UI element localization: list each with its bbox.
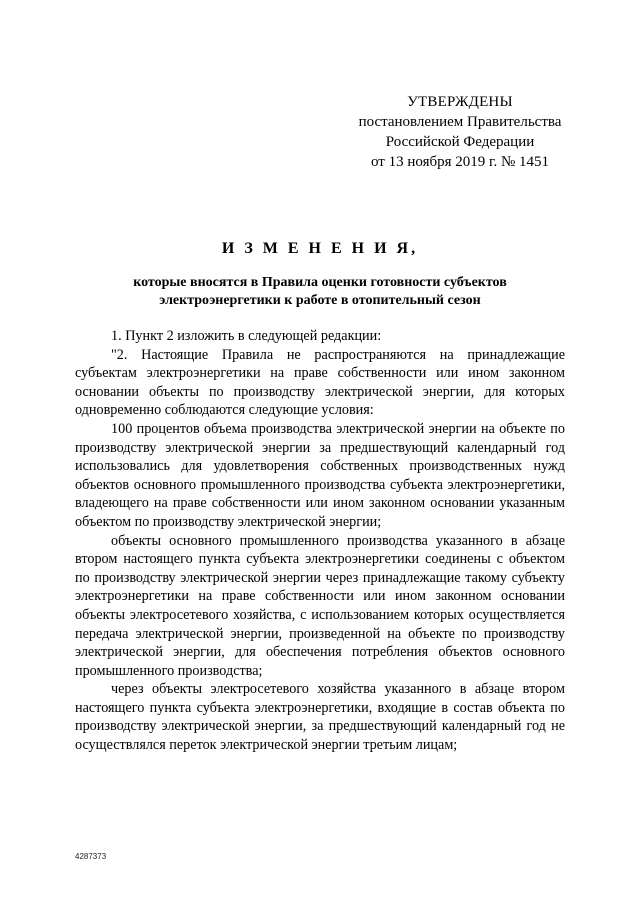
document-body — [75, 327, 565, 755]
approval-line-1: постановлением Правительства — [358, 114, 562, 130]
body-paragraph-3: 100 процентов объема производства электрической энергии на объекте по производству электрической энергии за предшествующий календарный год использовались для удовлетворения собственных производственных нужд объектов основного промышленного производства субъекта электроэнергетики, владеющего на праве собственности или ином законном основании указанным объектом по производству электрической энергии; — [75, 420, 565, 530]
heading-subtitle-line-1: которые вносятся в Правила оценки готовности субъектов — [133, 275, 507, 290]
approval-line-3: от 13 ноября 2019 г. № 1451 — [370, 154, 550, 170]
heading-title: И З М Е Н Е Н И Я, — [221, 240, 419, 257]
document-heading — [80, 238, 560, 310]
body-paragraph-2: "2. Настоящие Правила не распространяются на принадлежащие субъектам электроэнергетики на праве собственности или ином законном основании объекты по производству электрической энергии, для которых одновременно соблюдаются следующие условия: — [75, 346, 565, 419]
document-number: 4287373 — [75, 852, 107, 861]
heading-subtitle-line-2: электроэнергетики к работе в отопительный сезон — [159, 293, 481, 308]
body-paragraph-5: через объекты электросетевого хозяйства указанного в абзаце втором настоящего пункта субъекта электроэнергетики, входящие в состав объекта по производству электрической энергии, за предшествующий календарный год не осуществлялся переток электрической энергии третьим лицам; — [75, 681, 565, 754]
body-paragraph-4: объекты основного промышленного производства указанного в абзаце втором настоящего пункта субъекта электроэнергетики соединены с объектом по производству электрической энергии через принадлежащие такому субъекту электроэнергетики на праве собственности или ином законном основании объекты электросетевого хозяйства, с использованием которых осуществляется передача электрической энергии, произведенной на объекте по производству электрической энергии, для обеспечения потребления объектов основного промышленного производства; — [75, 532, 565, 679]
heading-subtitle — [80, 274, 560, 310]
approval-block — [330, 92, 590, 172]
approval-title: УТВЕРЖДЕНЫ — [407, 94, 513, 110]
approval-line-2: Российской Федерации — [385, 134, 535, 150]
body-paragraph-1: 1. Пункт 2 изложить в следующей редакции: — [111, 328, 382, 344]
